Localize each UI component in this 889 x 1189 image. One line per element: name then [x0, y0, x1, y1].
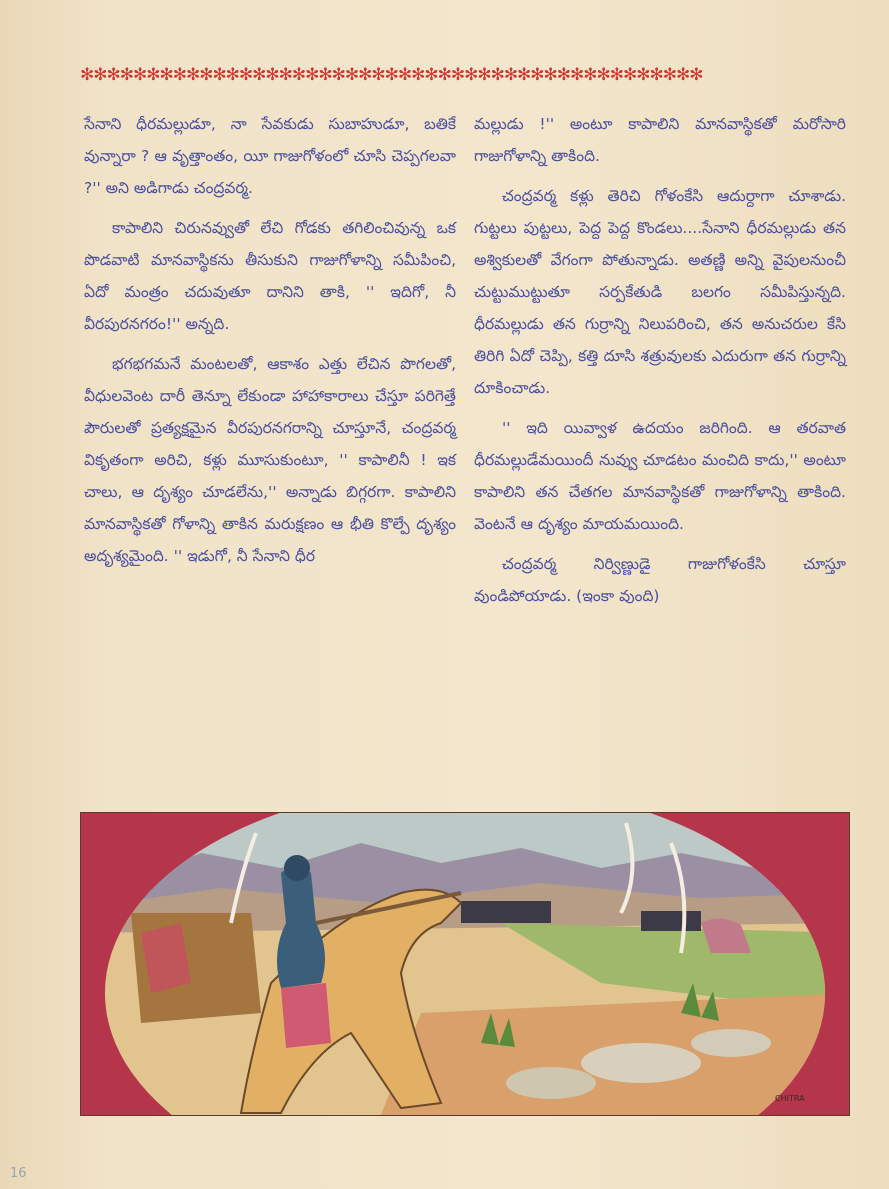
story-illustration	[80, 812, 850, 1116]
left-text-column	[84, 108, 456, 572]
decorative-border: ✻✻✻✻✻✻✻✻✻✻✻✻✻✻✻✻✻✻✻✻✻✻✻✻✻✻✻✻✻✻✻✻✻✻✻✻✻✻✻✻✻✻✻✻✻✻✻	[80, 65, 703, 85]
battle-scene	[81, 813, 849, 1115]
page-number: 16	[10, 1166, 27, 1181]
paragraph: భగభగమనే మంటలతో, ఆకాశం ఎత్తు లేచిన పొగలతో, వీధులవెంట దారీ తెన్నూ లేకుండా హాహాకారాలు చేస్తూ పరిగెత్తే పౌరులతో ప్రత్యక్షమైన వీరపురనగరాన్ని చూస్తూనే, చంద్రవర్మ వికృతంగా అరిచి, కళ్లు మూసుకుంటూ, '' కాపాలినీ ! ఇక చాలు, ఆ దృశ్యం చూడలేను,'' అన్నాడు బిగ్గరగా. కాపాలిని మానవాస్థికతో గోళాన్ని తాకిన మరుక్షణం ఆ భీతి కొల్పే దృశ్యం అదృశ్యమైంది. '' ఇడుగో, నీ సేనాని ధీర	[84, 355, 456, 565]
paragraph: చంద్రవర్మ కళ్లు తెరిచి గోళంకేసి ఆదుర్దాగా చూశాడు. గుట్టలు పుట్టలు, పెద్ద పెద్ద కొండలు....సేనాని ధీరమల్లుడు తన అశ్వికులతో వేగంగా పోతున్నాడు. అతణ్ణి అన్ని వైపులనుంచీ చుట్టుముట్టుతూ సర్పకేతుడి బలగం సమీపిస్తున్నది. ధీరమల్లుడు తన గుర్రాన్ని నిలుపరించి, తన అనుచరుల కేసి తిరిగి ఏదో చెప్పి, కత్తి దూసి శత్రువులకు ఎదురుగా తన గుర్రాన్ని దూకించాడు.	[474, 187, 846, 397]
paragraph: కాపాలిని చిరునవ్వుతో లేచి గోడకు తగిలించివున్న ఒక పొడవాటి మానవాస్థికను తీసుకుని గాజుగోళాన్ని సమీపించి, ఏదో మంత్రం చదువుతూ దానిని తాకి, '' ఇదిగో, నీ వీరపురనగరం!'' అన్నది.	[84, 219, 456, 333]
paragraph: '' ఇది యివ్వాళ ఉదయం జరిగింది. ఆ తరవాత ధీరమల్లుడేమయిందీ నువ్వు చూడటం మంచిది కాదు,'' అంటూ కాపాలిని తన చేతగల మానవాస్థికతో గాజుగోళాన్ని తాకింది. వెంటనే ఆ దృశ్యం మాయమయింది.	[474, 419, 846, 533]
artist-signature: CHITRA	[775, 1094, 805, 1103]
paragraph: మల్లుడు !'' అంటూ కాపాలిని మానవాస్థికతో మరోసారి గాజుగోళాన్ని తాకింది.	[474, 115, 846, 165]
paragraph: చంద్రవర్మ నిర్విణ్ణుడై గాజుగోళంకేసి చూస్తూ వుండిపోయాడు. (ఇంకా వుంది)	[474, 555, 846, 605]
paragraph: సేనాని ధీరమల్లుడూ, నా సేవకుడు సుబాహుడూ, బతికే వున్నారా ? ఆ వృత్తాంతం, యీ గాజుగోళంలో చూసి చెప్పగలవా ?'' అని అడిగాడు చంద్రవర్మ.	[84, 115, 456, 197]
right-text-column	[474, 108, 846, 612]
